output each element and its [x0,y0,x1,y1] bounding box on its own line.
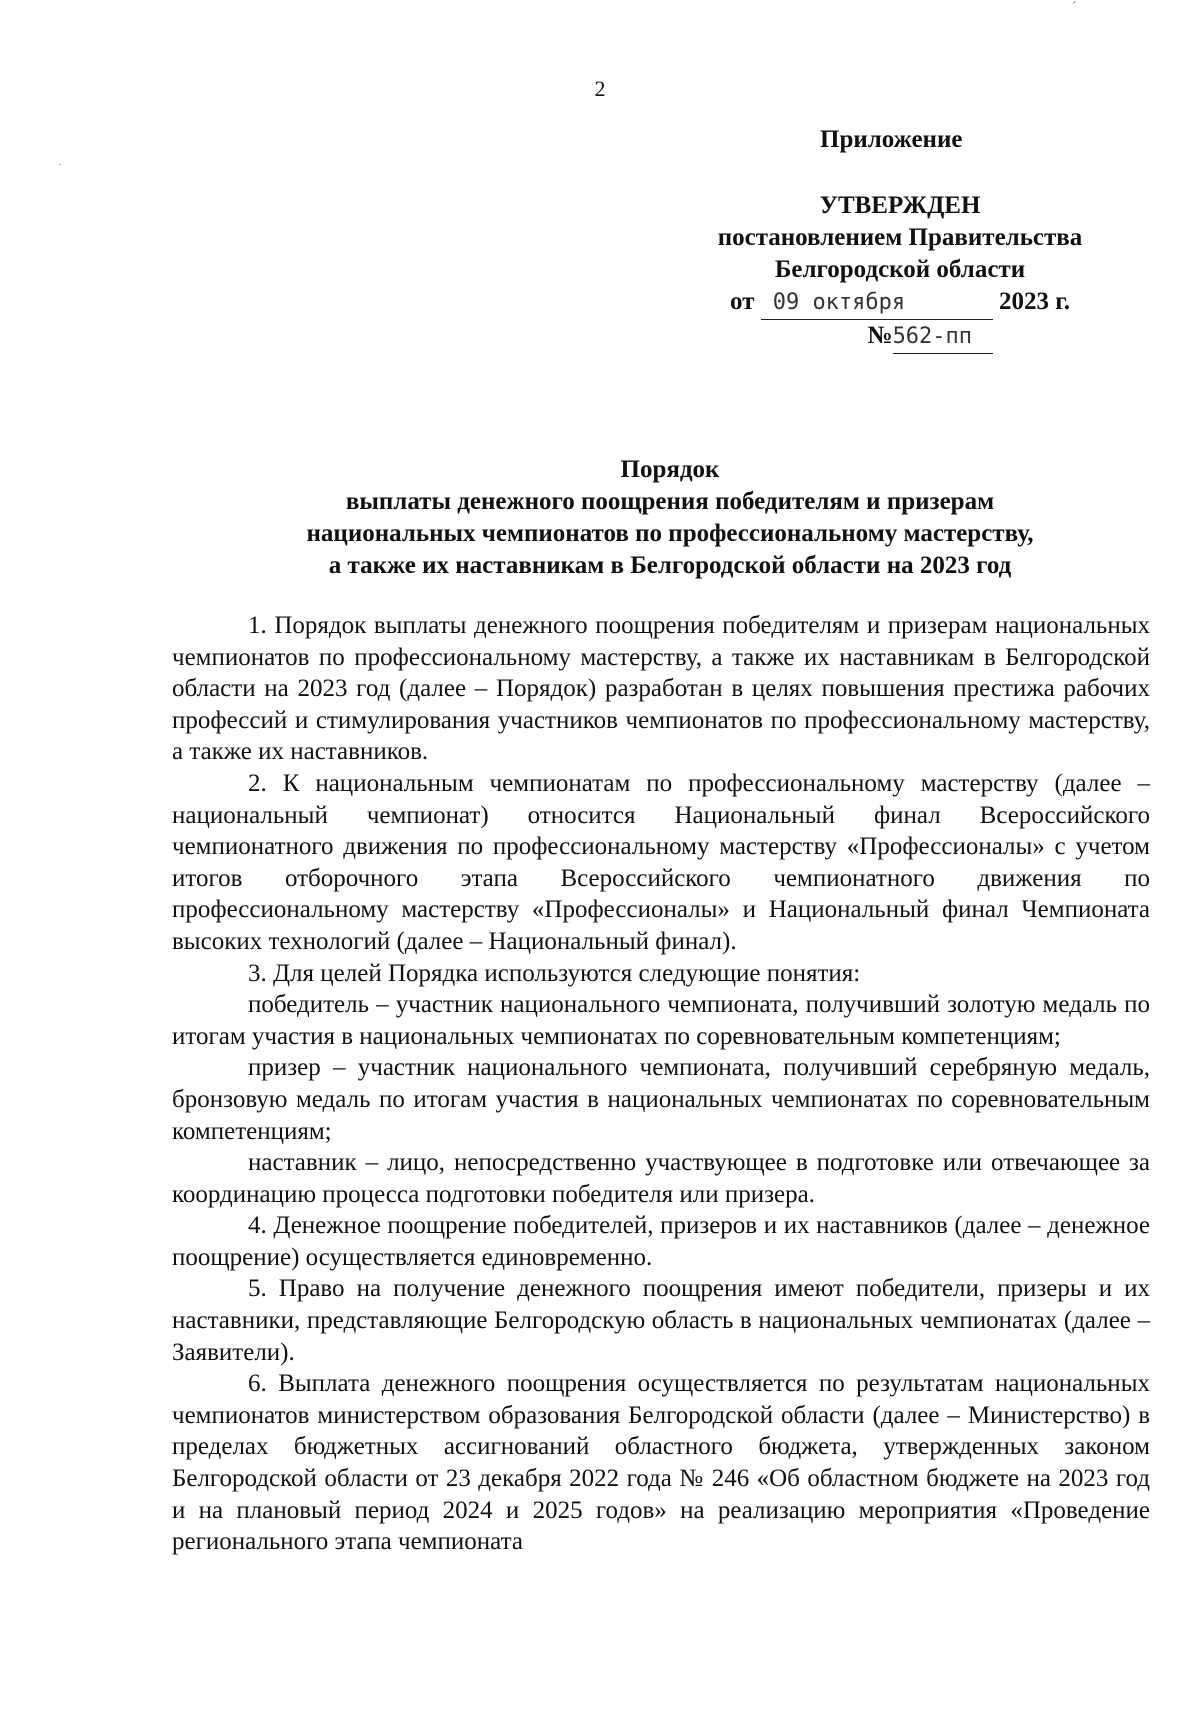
document-body [172,610,1150,1558]
approved-by-line2: Белгородской области [774,256,1026,283]
document-title [180,454,1160,582]
approval-date-line [690,286,1110,320]
date-prefix: от [730,288,755,315]
approval-block [690,190,1110,354]
appendix-heading: Приложение [820,126,963,153]
title-line-2: выплаты денежного поощрения победителям и призерам [345,488,995,515]
paragraph-6: 6. Выплата денежного поощрения осуществляется по результатам национальных чемпионатов министерством образования Белгородской области (далее – Министерство) в пределах бюджетных ассигнований областного бюджета, утвержденных законом Белгородской области от 23 декабря 2022 года № 246 «Об областном бюджете на 2023 год и на плановый период 2024 и 2025 годов» на реализацию мероприятия «Проведение регионального этапа чемпионата [172,1370,1150,1556]
paragraph-3: 3. Для целей Порядка используются следующие понятия: [248,959,861,987]
paragraph-2: 2. К национальным чемпионатам по профессиональному мастерству (далее – национальный чемпионат) относится Национальный финал Всероссийского чемпионатного движения по профессиональному мастерству «Профессионалы» с учетом итогов отборочного этапа Всероссийского чемпионатного движения по профессиональному мастерству «Профессионалы» и Национальный финал Чемпионата высоких технологий (далее – Национальный финал). [172,769,1150,955]
paragraph-1: 1. Порядок выплаты денежного поощрения победителям и призерам национальных чемпионатов по профессиональному мастерству, а также их наставникам в Белгородской области на 2023 год (далее – Порядок) разработан в целях повышения престижа рабочих профессий и стимулирования участников чемпионатов по профессиональному мастерству, а также их наставников. [172,612,1150,766]
approved-heading: УТВЕРЖДЕН [819,192,981,219]
scan-dot: · [58,160,62,171]
approved-by-line1: постановлением Правительства [717,224,1083,251]
handwritten-number: 562-пп [893,321,993,354]
definition-mentor: наставник – лицо, непосредственно участвующее в подготовке или отвечающее за координацию процесса подготовки победителя или призера. [172,1149,1150,1208]
definition-winner: победитель – участник национального чемпионата, получивший золотую медаль по итогам участия в национальных чемпионатах по соревновательным компетенциям; [172,991,1150,1050]
page-number: 2 [594,76,606,101]
definition-prizewinner: призер – участник национального чемпионата, получивший серебряную медаль, бронзовую медаль по итогам участия в национальных чемпионатах по соревновательным компетенциям; [172,1054,1150,1145]
scan-mark: ˊ [1072,0,1077,15]
title-line-4: а также их наставникам в Белгородской области на 2023 год [328,552,1012,579]
paragraph-5: 5. Право на получение денежного поощрения имеют победители, призеры и их наставники, представляющие Белгородскую область в национальных чемпионатах (далее – Заявители). [172,1275,1150,1366]
number-prefix: № [867,322,893,349]
approval-year: 2023 г. [998,288,1070,315]
handwritten-date: 09 октября [761,287,993,320]
title-line-3: национальных чемпионатов по профессиональному мастерству, [306,520,1034,547]
approval-number-line [690,320,1110,354]
paragraph-4: 4. Денежное поощрение победителей, призеров и их наставников (далее – денежное поощрение) осуществляется единовременно. [172,1212,1150,1271]
title-line-1: Порядок [620,456,720,483]
